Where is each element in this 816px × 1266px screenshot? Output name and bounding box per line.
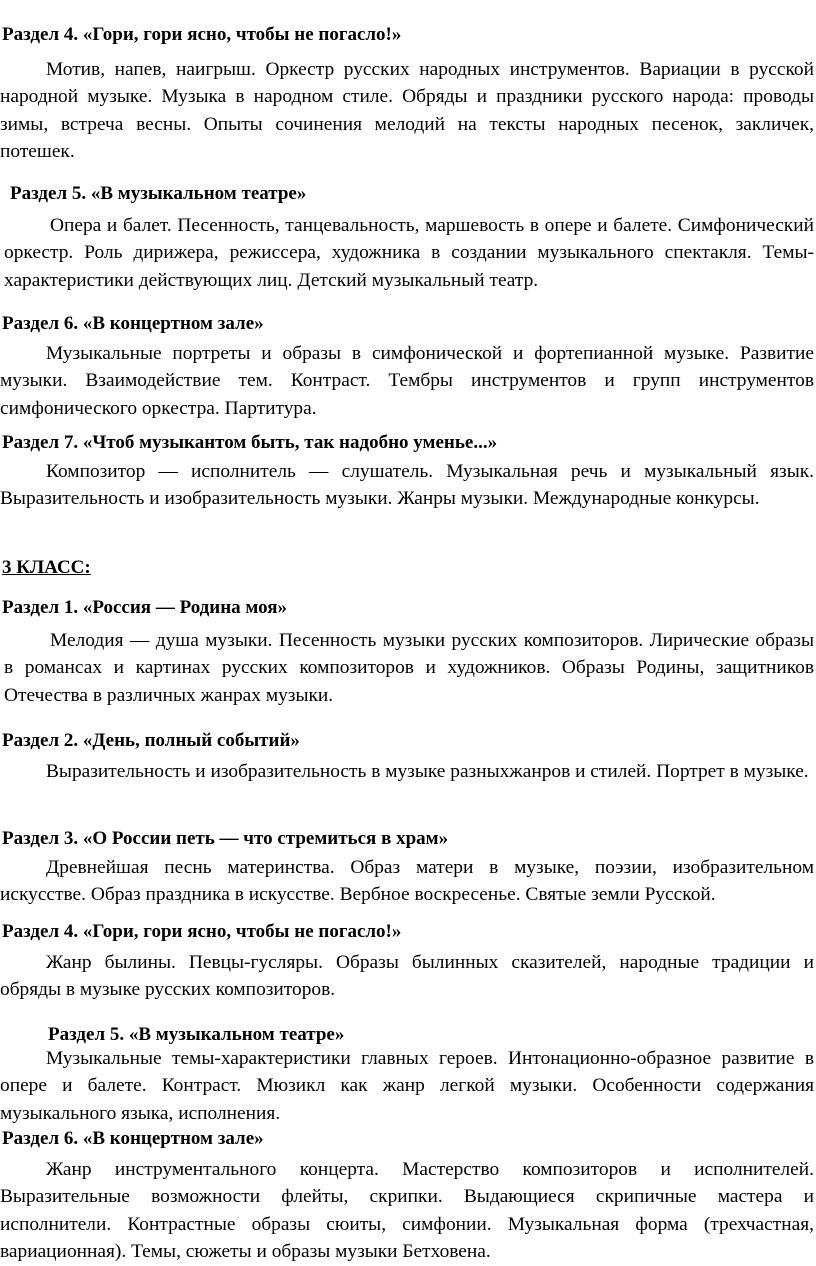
grade3-section-3-title: Раздел 3. «О России петь — что стремиться в храм» [2,828,449,849]
grade-3-heading: 3 КЛАСС: [2,557,91,578]
grade3-section-3-text: Древнейшая песнь материнства. Образ матери в музыке, поэзии, изобразительном искусстве. Образ праздника в искусстве. Вербное воскресенье. Святые земли Русской. [0,857,814,906]
grade3-section-4-text: Жанр былины. Певцы-гусляры. Образы былинных сказителей, народные традиции и обряды в музыке русских композиторов. [0,952,814,1001]
section-5-text: Опера и балет. Песенность, танцевальность, маршевость в опере и балете. Симфонический оркестр. Роль дирижера, режиссера, художника в создании музыкального спектакля. Темы-характеристики действующих лиц. Детский музыкальный театр. [4,215,814,291]
section-5-title: Раздел 5. «В музыкальном театре» [10,183,307,204]
grade3-section-2-title: Раздел 2. «День, полный событий» [2,730,300,751]
section-7-title: Раздел 7. «Чтоб музыкантом быть, так надобно уменье...» [2,432,498,453]
grade3-section-5-text: Музыкальные темы-характеристики главных героев. Интонационно-образное развитие в опере и балете. Контраст. Мюзикл как жанр легкой музыки. Особенности содержания музыкального языка, исполнения. [0,1048,814,1124]
section-7-text: Композитор — исполнитель — слушатель. Музыкальная речь и музыкальный язык. Выразительность и изобразительность музыки. Жанры музыки. Международные конкурсы. [0,461,814,510]
section-6-title: Раздел 6. «В концертном зале» [2,313,264,334]
grade3-section-4-title: Раздел 4. «Гори, гори ясно, чтобы не погасло!» [2,921,402,942]
grade3-section-6-title: Раздел 6. «В концертном зале» [2,1128,264,1149]
grade3-section-6-text: Жанр инструментального концерта. Мастерство композиторов и исполнителей. Выразительные возможности флейты, скрипки. Выдающиеся скрипичные мастера и исполнители. Контрастные образы сюиты, симфонии. Музыкальная форма (трехчастная, вариационная). Темы, сюжеты и образы музыки Бетховена. [0,1159,814,1263]
grade3-section-5-title: Раздел 5. «В музыкальном театре» [48,1024,345,1045]
grade3-section-1-text: Мелодия — душа музыки. Песенность музыки русских композиторов. Лирические образы в романсах и картинах русских композиторов и художников. Образы Родины, защитников Отечества в различных жанрах музыки. [4,630,814,706]
grade3-section-2-text: Выразительность и изобразительность в музыке разныхжанров и стилей. Портрет в музыке. [46,761,809,782]
section-4-title: Раздел 4. «Гори, гори ясно, чтобы не погасло!» [2,24,402,45]
section-4-text: Мотив, напев, наигрыш. Оркестр русских народных инструментов. Вариации в русской народной музыке. Музыка в народном стиле. Обряды и праздники русского народа: проводы зимы, встреча весны. Опыты сочинения мелодий на тексты народных песенок, закличек, потешек. [0,59,814,163]
grade3-section-1-title: Раздел 1. «Россия — Родина моя» [2,597,288,618]
section-6-text: Музыкальные портреты и образы в симфонической и фортепианной музыке. Развитие музыки. Взаимодействие тем. Контраст. Тембры инструментов и групп инструментов симфонического оркестра. Партитура. [0,343,814,419]
